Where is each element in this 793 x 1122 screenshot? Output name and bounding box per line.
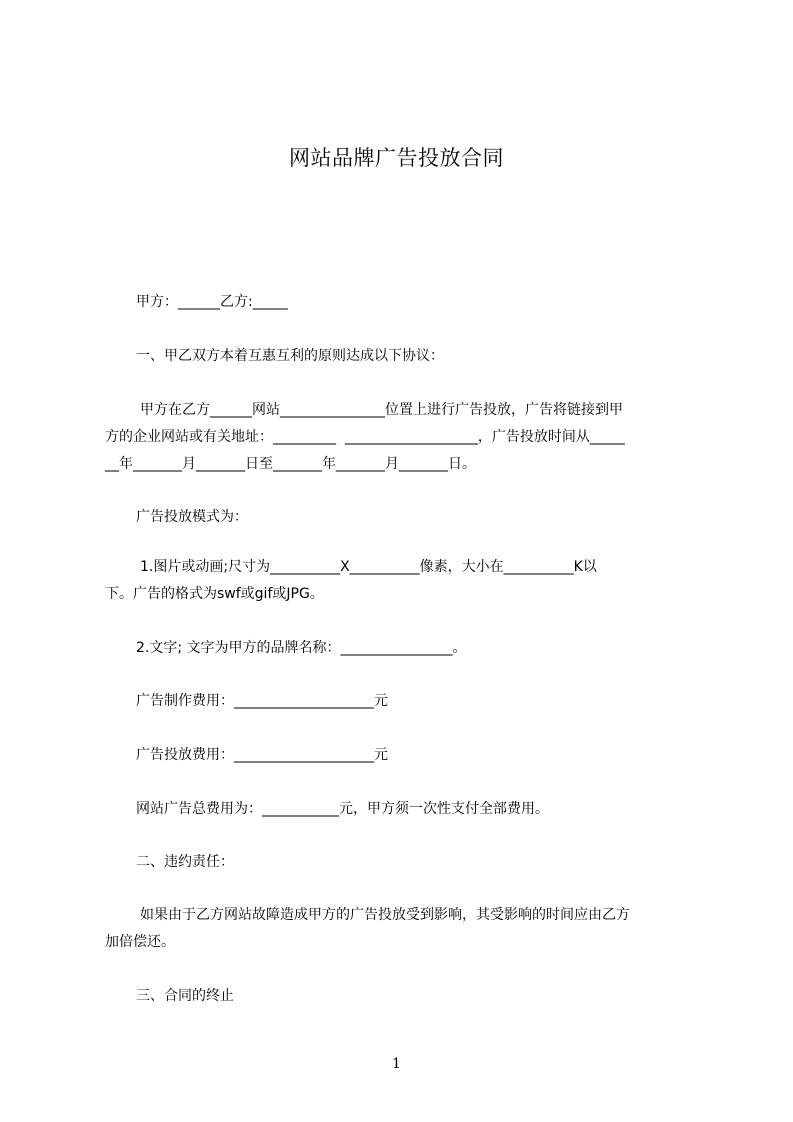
mode-1-line-2: 下。广告的格式为swf或gif或JPG。	[105, 586, 324, 602]
production-fee-line: 广告制作费用：____________________元	[136, 693, 388, 709]
total-fee-line: 网站广告总费用为：___________元，甲方须一次性支付全部费用。	[136, 801, 549, 817]
liability-line-2: 加倍偿还。	[105, 934, 175, 950]
placement-clause-line-1: 甲方在乙方______网站_______________位置上进行广告投放，广告将链接到甲	[140, 402, 623, 418]
mode-2-line: 2.文字; 文字为甲方的品牌名称：________________。	[136, 640, 467, 656]
ad-mode-heading: 广告投放模式为：	[136, 509, 248, 525]
section-3-heading: 三、合同的终止	[136, 988, 234, 1004]
liability-line-1: 如果由于乙方网站故障造成甲方的广告投放受到影响，其受影响的时间应由乙方	[140, 907, 630, 923]
mode-1-line-1: 1.图片或动画;尺寸为__________X__________像素，大小在__________K以	[140, 559, 597, 575]
page-number: 1	[392, 1056, 401, 1072]
document-title: 网站品牌广告投放合同	[289, 146, 504, 170]
parties-line: 甲方：______乙方:_____	[136, 294, 288, 310]
section-1-heading: 一、甲乙双方本着互惠互利的原则达成以下协议：	[136, 348, 444, 364]
section-2-heading: 二、违约责任：	[136, 854, 234, 870]
placement-fee-line: 广告投放费用：____________________元	[136, 747, 388, 763]
placement-clause-line-3: __年_______月_______日至_______年_______月_______日。	[105, 456, 476, 472]
placement-clause-line-2: 方的企业网站或有关地址：_________ ___________________，广告投放时间从_____	[105, 429, 625, 445]
